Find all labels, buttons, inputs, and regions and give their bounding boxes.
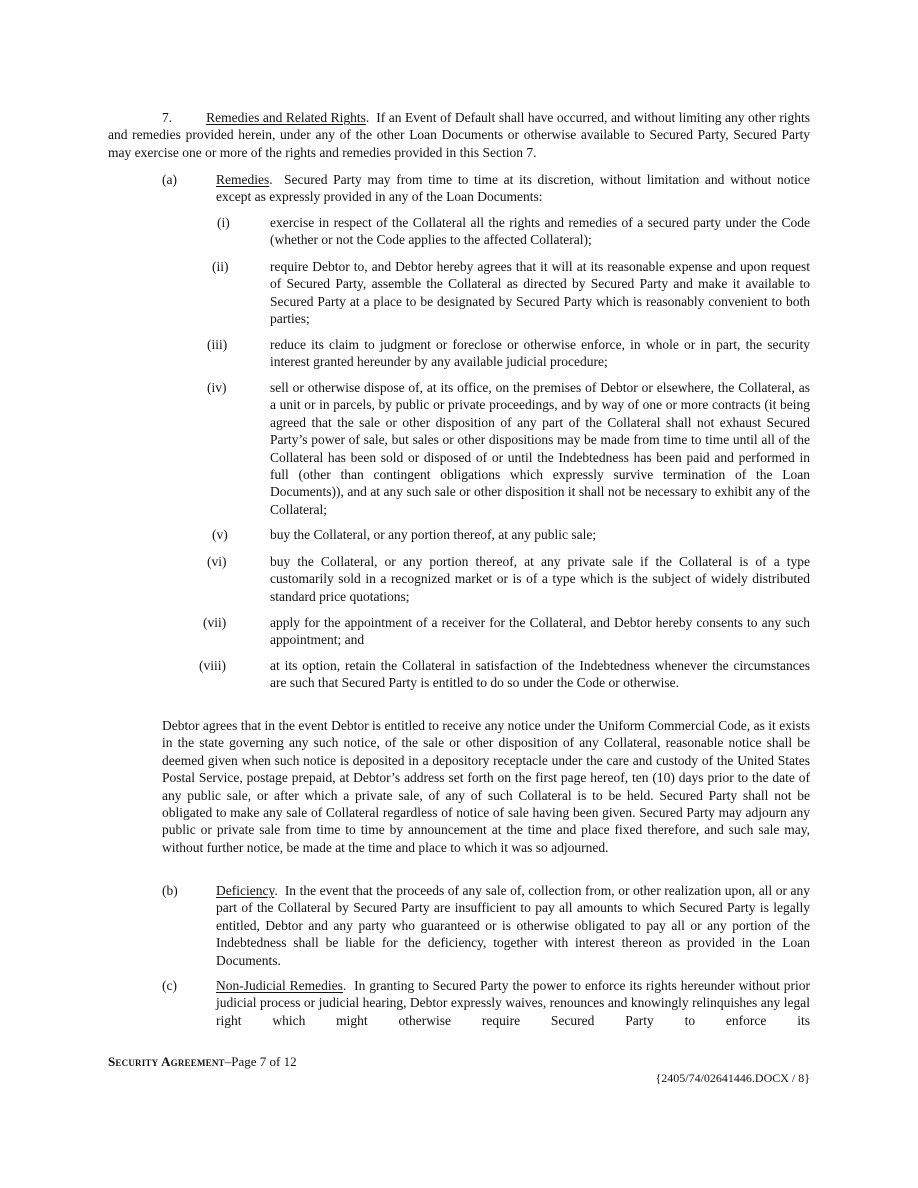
subsection-a-heading: Remedies: [216, 172, 270, 187]
item-label: (viii): [199, 658, 226, 673]
item-text: reduce its claim to judgment or foreclose or otherwise enforce, in whole or in part, the security interest granted hereunder by any available judicial procedure;: [270, 337, 810, 370]
item-label: (iii): [207, 337, 228, 352]
subsection-b-text: In the event that the proceeds of any sale of, collection from, or other realization upon, all or any part of the Collateral by Secured Party are insufficient to pay all amounts to which Secured Party is legally entitled, Debtor and any party who guaranteed or is otherwise obligated to pay all or any portion of the Indebtedness shall be liable for the deficiency, together with interest thereon as provided in the Loan Documents.: [216, 883, 811, 968]
section-heading: Remedies and Related Rights: [206, 110, 366, 125]
document-page: 7. Remedies and Related Rights. If an Event of Default shall have occurred, and without limiting any other rights and remedies provided herein, under any of the other Loan Documents or otherwise available to Secured Party, Secured Party may exercise one or more of the rights and remedies provided in this Section 7. (a) Remedies. Secured Party may from time to time at its discretion, without limitation and without notice except as expressly provided in any of the Loan Documents: (i) exercise in respect of the Collateral all the rights and remedies of a secured party under the Code (whether or not the Code applies to the affected Collateral); (ii) require Debtor to, and Debtor hereby agrees that it will at its reasonable expense and upon request of Secured Party, assemble the Collateral as directed by Secured Party and make it available to Secured Party at a place to be designated by Secured Party which is reasonably convenient to both parties; (iii) reduce its claim to judgment or foreclose or otherwise enforce, in whole or in part, the security interest granted hereunder by any available judicial procedure; (iv) sell or otherwise dispose of, at its office, on the premises of Debtor or elsewhere, the Collateral, as a unit or in parcels, by public or private proceedings, and by way of one or more contracts (it being agreed that the sale or other disposition of any part of the Collateral shall not exhaust Secured Party’s power of sale, but sales or other dispositions may be made from time to time until all of the Collateral has been sold or disposed of or until the Indebtedness has been paid and performed in full (other than contingent obligations which expressly survive termination of the Loan Documents)), and at any such sale or other disposition it shall not be necessary to exhibit any of the Collateral; (v) buy the Collateral, or any portion thereof, at any public sale; (vi) buy the Collateral, or any portion thereof, at any private sale if the Collateral is of a type customarily sold in a recognized market or is of a type which is the subject of widely distributed standard price quotations; (vii) apply for the appointment of a receiver for the Collateral, and Debtor hereby consents to any such appointment; and (viii) at its option, retain the Collateral in satisfaction of the Indebtedness whenever the circumstances are such that Secured Party is entitled to do so under the Code or otherwise. Debtor agrees that in the event Debtor is entitled to receive any notice under the Uniform Commercial Code, as it exists in the state governing any such notice, of the sale or other disposition of any Collateral, reasonable notice shall be deemed given when such notice is deposited in a depository receptacle under the care and custody of the United States Postal Service, postage prepaid, at Debtor’s address set forth on the first page hereof, ten (10) days prior to the date of any public sale, or after which a private sale, of any of such Collateral is to be held. Secured Party shall not be obligated to make any sale of Collateral regardless of notice of sale having been given. Secured Party may adjourn any public or private sale from time to time by announcement at the time and place fixed therefore, and such sale may, without further notice, be made at the time and place to which it was so adjourned. (b) Deficiency. In the event that the proceeds of any sale of, collection from, or other realization upon, all or any part of the Collateral by Secured Party are insufficient to pay all amounts to which Secured Party is legally entitled, Debtor and any party who guaranteed or is otherwise obligated to pay all or any portion of the Indebtedness shall be liable for the deficiency, together with interest thereon as provided in the Loan Documents. (c) Non-Judicial Remedies. In granting to Secured Party the power to enforce its rights hereunder without prior judicial process or judicial hearing, Debtor expressly waives, renounces and knowingly relinquishes any legal right which might otherwise require Secured Party to enforce its Security Agreement–Page 7 of 12 {2405/74/02641446.DOCX / 8}: [0, 0, 918, 1188]
item-text: sell or otherwise dispose of, at its office, on the premises of Debtor or elsewhere, the Collateral, as a unit or in parcels, by public or private proceedings, and by way of one or more contracts (it being agreed that the sale or other disposition of any part of the Collateral shall not exhaust Secured Party’s power of sale, but sales or other dispositions may be made from time to time until all of the Collateral has been sold or disposed of or until the Indebtedness has been paid and performed in full (other than contingent obligations which expressly survive termination of the Loan Documents)), and at any such sale or other disposition it shall not be necessary to exhibit any of the Collateral;: [270, 380, 810, 517]
footer-page-label: –Page 7 of 12: [224, 1054, 297, 1069]
section-text: If an Event of Default shall have occurred, and without limiting any other rights and remedies provided herein, under any of the other Loan Documents or otherwise available to Secured Party, Secured Party may exercise one or more of the rights and remedies provided in this Section 7.: [108, 110, 810, 160]
subsection-b-heading: Deficiency: [216, 883, 275, 898]
notice-paragraph: Debtor agrees that in the event Debtor is entitled to receive any notice under the Uniform Commercial Code, as it exists in the state governing any such notice, of the sale or other disposition of any Collateral, reasonable notice shall be deemed given when such notice is deposited in a depository receptacle under the care and custody of the United States Postal Service, postage prepaid, at Debtor’s address set forth on the first page hereof, ten (10) days prior to the date of any public sale, or after which a private sale, of any of such Collateral is to be held. Secured Party shall not be obligated to make any sale of Collateral regardless of notice of sale having been given. Secured Party may adjourn any public or private sale from time to time by announcement at the time and place fixed therefore, and such sale may, without further notice, be made at the time and place to which it was so adjourned.: [162, 718, 810, 855]
subsection-b-label: (b): [162, 883, 178, 898]
item-label: (iv): [207, 380, 227, 395]
item-text: at its option, retain the Collateral in satisfaction of the Indebtedness whenever the circumstances are such that Secured Party is entitled to do so under the Code or otherwise.: [270, 658, 810, 691]
item-text: buy the Collateral, or any portion thereof, at any private sale if the Collateral is of a type customarily sold in a recognized market or is of a type which is the subject of widely distributed standard price quotations;: [270, 554, 810, 604]
subsection-c-text: In granting to Secured Party the power to enforce its rights hereunder without prior judicial process or judicial hearing, Debtor expressly waives, renounces and knowingly relinquishes any legal right which might otherwise require Secured Party to enforce its: [216, 978, 811, 1028]
subsection-a-label: (a): [162, 172, 177, 187]
footer-title: [108, 1053, 297, 1070]
item-label: (vii): [203, 615, 227, 630]
item-label: (v): [212, 527, 228, 542]
item-text: buy the Collateral, or any portion thereof, at any public sale;: [270, 527, 597, 542]
subsection-a: (a) Remedies. Secured Party may from time to time at its discretion, without limitation and without notice except as expressly provided in any of the Loan Documents:: [162, 172, 810, 205]
section-number: 7.: [162, 110, 173, 125]
item-text: apply for the appointment of a receiver for the Collateral, and Debtor hereby consents to any such appointment; and: [270, 615, 810, 648]
item-label: (vi): [207, 554, 227, 569]
subsection-a-text: Secured Party may from time to time at its discretion, without limitation and without notice except as expressly provided in any of the Loan Documents:: [216, 172, 810, 205]
subsection-c-label: (c): [162, 978, 177, 993]
item-label: (i): [217, 215, 230, 230]
footer-doc-title: Security Agreement: [108, 1054, 225, 1069]
item-text: require Debtor to, and Debtor hereby agrees that it will at its reasonable expense and upon request of Secured Party, assemble the Collateral as directed by Secured Party and make it available to Secured Party at a place to be designated by Secured Party which is reasonably convenient to both parties;: [270, 259, 810, 327]
item-label: (ii): [212, 259, 229, 274]
item-text: exercise in respect of the Collateral all the rights and remedies of a secured party under the Code (whether or not the Code applies to the affected Collateral);: [270, 215, 810, 248]
footer-doc-id: {2405/74/02641446.DOCX / 8}: [655, 1071, 810, 1085]
subsection-c-heading: Non-Judicial Remedies: [216, 978, 343, 993]
section-7-paragraph: 7. Remedies and Related Rights. If an Event of Default shall have occurred, and without limiting any other rights and remedies provided herein, under any of the other Loan Documents or otherwise available to Secured Party, Secured Party may exercise one or more of the rights and remedies provided in this Section 7.: [108, 110, 810, 160]
